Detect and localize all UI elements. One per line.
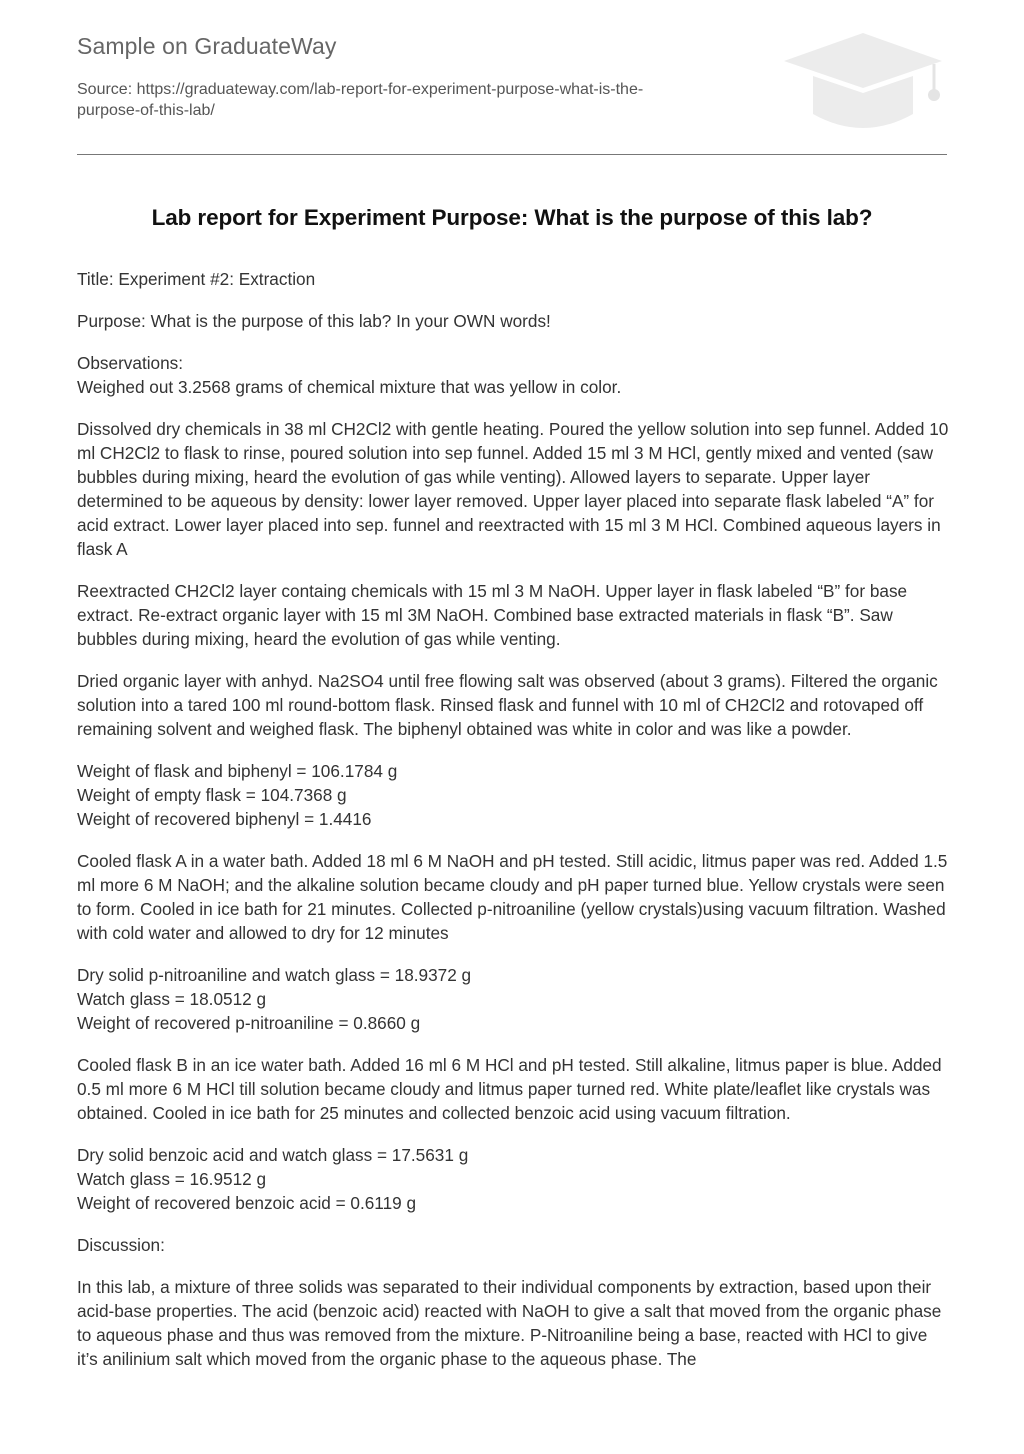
- weight-line: Dry solid p-nitroaniline and watch glass = 18.9372 g: [77, 965, 472, 985]
- paragraph-flask-b: Cooled flask B in an ice water bath. Added 16 ml 6 M HCl and pH tested. Still alkaline, litmus paper is blue. Added 0.5 ml more 6 M HCl till solution became cloudy and litmus paper turned red. White plate/leaflet like crystals was obtained. Cooled in ice bath for 25 minutes and collected benzoic acid using vacuum filtration.: [77, 1055, 942, 1123]
- paragraph-reextract: Reextracted CH2Cl2 layer containg chemicals with 15 ml 3 M NaOH. Upper layer in flask labeled “B” for base extract. Re-extract organic layer with 15 ml 3M NaOH. Combined base extracted materials in flask “B”. Saw bubbles during mixing, heard the evolution of gas while venting.: [77, 581, 908, 649]
- purpose-line: Purpose: What is the purpose of this lab? In your OWN words!: [77, 311, 551, 331]
- paragraph-dried: Dried organic layer with anhyd. Na2SO4 until free flowing salt was observed (about 3 grams). Filtered the organic solution into a tared 100 ml round-bottom flask. Rinsed flask and funnel with 10 ml of CH2Cl2 and rotovaped off remaining solvent and weighed flask. The biphenyl obtained was white in color and was like a powder.: [77, 671, 938, 739]
- page-header: [77, 0, 947, 156]
- weight-line: Weight of recovered biphenyl = 1.4416: [77, 809, 372, 829]
- biphenyl-weights: [77, 759, 952, 831]
- site-title: Sample on GraduateWay: [77, 33, 337, 59]
- observations-block: [77, 351, 952, 399]
- paragraph-dissolve: Dissolved dry chemicals in 38 ml CH2Cl2 with gentle heating. Poured the yellow solution into sep funnel. Added 10 ml CH2Cl2 to flask to rinse, poured solution into sep funnel. Added 15 ml 3 M HCl, gently mixed and vented (saw bubbles during mixing, heard the evolution of gas while venting). Allowed layers to separate. Upper layer determined to be aqueous by density: lower layer removed. Upper layer placed into separate flask labeled “A” for acid extract. Lower layer placed into sep. funnel and reextracted with 15 ml 3 M HCl. Combined aqueous layers in flask A: [77, 419, 949, 559]
- paragraph-discussion: In this lab, a mixture of three solids was separated to their individual components by extraction, based upon their acid-base properties. The acid (benzoic acid) reacted with NaOH to give a salt that moved from the organic phase to aqueous phase and thus was removed from the mixture. P-Nitroaniline being a base, reacted with HCl to give it’s anilinium salt which moved from the organic phase to the aqueous phase. The: [77, 1277, 942, 1369]
- weight-line: Weight of recovered benzoic acid = 0.6119 g: [77, 1193, 417, 1213]
- experiment-title-line: Title: Experiment #2: Extraction: [77, 269, 316, 289]
- weight-line: Watch glass = 16.9512 g: [77, 1169, 267, 1189]
- nitroaniline-weights: [77, 963, 952, 1035]
- source-label: Source:: [77, 81, 137, 98]
- source-link[interactable]: [77, 81, 643, 119]
- discussion-heading: Discussion:: [77, 1235, 165, 1255]
- weight-line: Weight of recovered p-nitroaniline = 0.8660 g: [77, 1013, 421, 1033]
- observations-heading: Observations:: [77, 353, 184, 373]
- source-line: [77, 79, 757, 121]
- source-url-line-1: https://graduateway.com/lab-report-for-experiment-purpose-what-is-the-: [136, 81, 644, 98]
- weight-line: Weight of empty flask = 104.7368 g: [77, 785, 347, 805]
- document-title: Lab report for Experiment Purpose: What is the purpose of this lab?: [151, 205, 873, 230]
- document-body: [77, 267, 952, 1389]
- weight-line: Watch glass = 18.0512 g: [77, 989, 267, 1009]
- weight-line: Weight of flask and biphenyl = 106.1784 g: [77, 761, 398, 781]
- observations-intro: Weighed out 3.2568 grams of chemical mixture that was yellow in color.: [77, 377, 622, 397]
- paragraph-flask-a: Cooled flask A in a water bath. Added 18 ml 6 M NaOH and pH tested. Still acidic, litmus paper was red. Added 1.5 ml more 6 M NaOH; and the alkaline solution became cloudy and pH paper turned blue. Yellow crystals were seen to form. Cooled in ice bath for 21 minutes. Collected p-nitroaniline (yellow crystals)using vacuum filtration. Washed with cold water and allowed to dry for 12 minutes: [77, 851, 948, 943]
- weight-line: Dry solid benzoic acid and watch glass = 17.5631 g: [77, 1145, 469, 1165]
- header-divider: [77, 154, 947, 155]
- graduation-cap-icon: [780, 30, 946, 134]
- benzoic-weights: [77, 1143, 952, 1215]
- source-url-line-2: purpose-of-this-lab/: [77, 102, 215, 119]
